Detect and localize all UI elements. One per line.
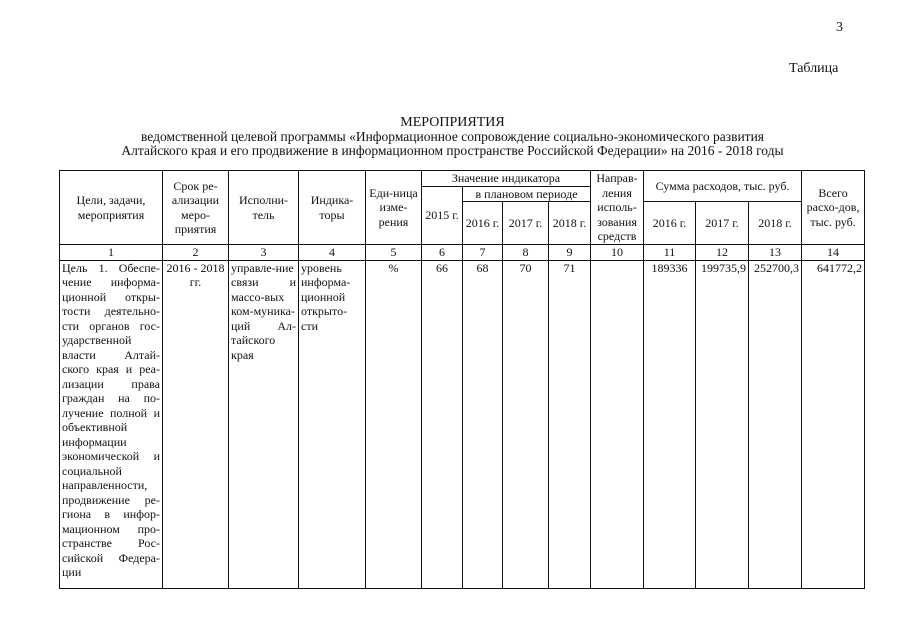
goal-cell: Цель 1. Обеспе-чение информа-ционной откры-тости деятельно-сти органов гос-ударственной власти Алтай-ского края и реа-лизации права граждан на по-лучение полной и объективной информации экономической и социальной направленности, продвижение ре-гиона в инфор-мационном про-странстве Рос-сийской Федера-ции — [60, 260, 163, 588]
column-number: 14 — [802, 245, 865, 261]
column-number: 6 — [422, 245, 463, 261]
title-block — [40, 116, 865, 158]
header-unit: Еди-ница изме-рения — [366, 171, 422, 245]
header-expense-2016: 2016 г. — [644, 202, 696, 245]
executor-cell: управле-ние связи и массо-вых ком-муника-ций Ал-тайского края — [229, 260, 299, 588]
direction-cell — [591, 260, 644, 588]
table-row — [60, 260, 865, 588]
header-indicator-value: Значение индикатора — [422, 171, 591, 187]
measures-table — [59, 170, 865, 589]
header-expense-2017: 2017 г. — [696, 202, 749, 245]
document-subtitle-line-2: Алтайского края и его продвижение в информационном пространстве Российской Федерации» на 2016 - 2018 годы — [121, 143, 784, 158]
period-cell: 2016 - 2018 гг. — [163, 260, 229, 588]
column-number: 5 — [366, 245, 422, 261]
header-indicators: Индика-торы — [299, 171, 366, 245]
value-2016-cell: 68 — [463, 260, 503, 588]
header-year-2018: 2018 г. — [549, 202, 591, 245]
column-number: 12 — [696, 245, 749, 261]
document-subtitle-line-1: ведомственной целевой программы «Информационное сопровождение социально-экономического развития — [140, 129, 765, 144]
header-executors: Исполни-тель — [229, 171, 299, 245]
header-planned-period: в плановом периоде — [463, 186, 591, 202]
column-number: 7 — [463, 245, 503, 261]
column-number: 8 — [503, 245, 549, 261]
header-expense-2018: 2018 г. — [749, 202, 802, 245]
header-total: Всего расхо-дов, тыс. руб. — [802, 171, 865, 245]
value-2018-cell: 71 — [549, 260, 591, 588]
column-number-row — [60, 245, 865, 261]
column-number: 1 — [60, 245, 163, 261]
expense-2017-cell: 199735,9 — [696, 260, 749, 588]
expense-2016-cell: 189336 — [644, 260, 696, 588]
column-number: 10 — [591, 245, 644, 261]
expense-2018-cell: 252700,3 — [749, 260, 802, 588]
value-2015-cell: 66 — [422, 260, 463, 588]
column-number: 3 — [229, 245, 299, 261]
header-year-2017: 2017 г. — [503, 202, 549, 245]
table-label: Таблица — [789, 61, 839, 76]
column-number: 9 — [549, 245, 591, 261]
document-title: МЕРОПРИЯТИЯ — [400, 115, 505, 130]
column-number: 11 — [644, 245, 696, 261]
column-number: 4 — [299, 245, 366, 261]
column-number: 13 — [749, 245, 802, 261]
header-direction: Направ-ления исполь-зования средств — [591, 171, 644, 245]
header-year-2015: 2015 г. — [422, 186, 463, 245]
column-number: 2 — [163, 245, 229, 261]
unit-cell: % — [366, 260, 422, 588]
header-goals: Цели, задачи, мероприятия — [60, 171, 163, 245]
total-cell: 641772,2 — [802, 260, 865, 588]
value-2017-cell: 70 — [503, 260, 549, 588]
indicator-cell: уровень информа-ционной открыто-сти — [299, 260, 366, 588]
header-period: Срок ре-ализации меро-приятия — [163, 171, 229, 245]
header-expenses: Сумма расходов, тыс. руб. — [644, 171, 802, 202]
header-year-2016: 2016 г. — [463, 202, 503, 245]
page-number: 3 — [836, 20, 843, 35]
